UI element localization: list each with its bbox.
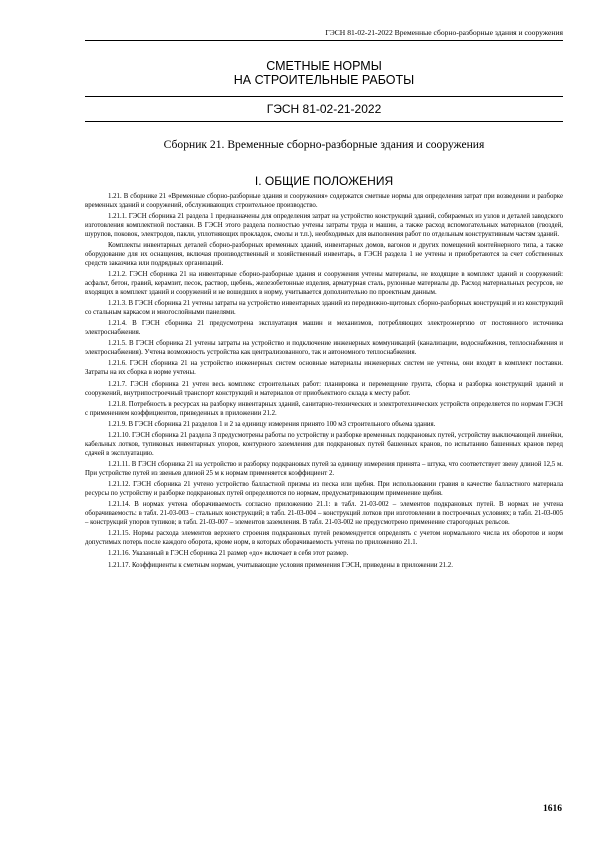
- paragraph: 1.21.8. Потребность в ресурсах на разборку инвентарных зданий, санитарно-технических и электротехнических устройств определяется по нормам ГЭСН с применением коэффициентов, приведенных в приложении 21.2.: [85, 400, 563, 417]
- paragraph: 1.21.9. В ГЭСН сборника 21 разделов 1 и 2 за единицу измерения принято 100 м3 строительного объема здания.: [108, 420, 436, 428]
- section-heading: I. ОБЩИЕ ПОЛОЖЕНИЯ: [254, 174, 394, 188]
- document-code: ГЭСН 81-02-21-2022: [266, 102, 382, 116]
- running-header: ГЭСН 81-02-21-2022 Временные сборно-разборные здания и сооружения: [325, 28, 563, 37]
- paragraph: 1.21. В сборнике 21 «Временные сборно-разборные здания и сооружения» содержатся сметные нормы для определения затрат при возведении и разборке временных зданий и сооружений, обслуживающих строительное производство.: [85, 193, 563, 209]
- paragraph: 1.21.11. В ГЭСН сборника 21 на устройство и разборку подкрановых путей за единицу измерения принята – штука, что соответствует звену длиной 12,5 м. При устройстве путей из звеньев длиной 25 м к нормам применяется коэффициент 2.: [85, 461, 563, 477]
- title-rule-bottom: [85, 121, 563, 122]
- paragraph: 1.21.5. В ГЭСН сборника 21 учтены затраты на устройство и подключение инженерных коммуникаций (канализации, водоснабжения, теплоснабжения и электроснабжения). Учтена возможность устройства как централизованного, так и автономного теплоснабжения.: [85, 340, 563, 357]
- page-number: 1616: [543, 804, 562, 814]
- paragraph: 1.21.14. В нормах учтена оборачиваемость согласно приложению 21.1: в табл. 21-03-002 – элементов подкрановых путей. В нормах не учтена оборачиваемость: в табл. 21-03-003 – стальных конструкций; в табл. 21-03-004 – конструкций лотков при изготовлении в построечных условиях; в табл. 21-03-005 – конструкций упоров тупиков; в табл. 21-03-007 – элементов заземления. В табл. 21-03-002 не предусмотрено применение старогодных рельсов.: [85, 501, 563, 527]
- paragraph: 1.21.3. В ГЭСН сборника 21 учтены затраты на устройство инвентарных зданий из передвижно-щитовых сборно-разборных конструкций и из конструкций со стальным каркасом и многослойными панелями.: [85, 300, 563, 317]
- paragraph: 1.21.15. Нормы расхода элементов верхнего строения подкрановых путей рекомендуется определять с учетом нормального числа их оборотов и норм допустимых потерь после каждого оборота, кроме норм, в которых оборачиваемость учтена по приложению 21.1.: [85, 530, 563, 547]
- header-rule: [85, 40, 563, 41]
- title-rule-top: [85, 96, 563, 97]
- title-line-2: НА СТРОИТЕЛЬНЫЕ РАБОТЫ: [233, 73, 415, 87]
- paragraph: 1.21.7. ГЭСН сборника 21 учтен весь комплекс строительных работ: планировка и перемещение грунта, сборка и разборка конструкций зданий и сооружений, внутрипостроечный транспорт конструкций и материалов от приобъектного склада к месту работ.: [85, 380, 563, 397]
- paragraph: 1.21.4. В ГЭСН сборника 21 предусмотрена эксплуатация машин и механизмов, потребляющих электроэнергию от постоянного источника электроснабжения.: [85, 320, 563, 337]
- paragraph: 1.21.6. ГЭСН сборника 21 на устройство инженерных систем основные материалы инженерных систем не учтены, они входят в комплект поставки. Затраты на их сборка в норме учтены.: [85, 360, 563, 377]
- paragraph: 1.21.17. Коэффициенты к сметным нормам, учитывающие условия применения ГЭСН, приведены в приложении 21.2.: [108, 561, 453, 569]
- body-text: [85, 193, 563, 573]
- paragraph: 1.21.2. ГЭСН сборника 21 на инвентарные сборно-разборные здания и сооружения учтены материалы, не входящие в комплект зданий и сооружений: асфальт, бетон, гравий, керамзит, песок, раствор, щебень, железобетонные изделия, арматурная сталь, рулонные материалы др. Расход материальных ресурсов, не входящих в комплект зданий и сооружений и не вошедших в норму, учитывается дополнительно по проектным данным.: [85, 271, 563, 296]
- paragraph: 1.21.10. ГЭСН сборника 21 раздела 3 предусмотрены работы по устройству и разборке временных подкрановых путей, устройству выключающей линейки, кабельных лотков, тупиковых инвентарных упоров, контурного заземления для подкрановых путей башенных кранов, по испытанию башенных кранов перед сдачей в эксплуатацию.: [85, 432, 563, 457]
- paragraph: 1.21.16. Указанный в ГЭСН сборника 21 размер «до» включает в себя этот размер.: [108, 550, 349, 558]
- paragraph: 1.21.1. ГЭСН сборника 21 раздела 1 предназначены для определения затрат на устройство конструкций зданий, собираемых из узлов и деталей заводского изготовления комплектной поставки. В ГЭСН этого раздела полностью учтены затраты труда и машин, а также расход вспомогательных материалов (гвоздей, шурупов, поковок, электродов, пакли, уплотняющих прокладок, смолы и т.п.), необходимых для выполнения работ по отдельным конструктивным частям зданий.: [85, 213, 563, 238]
- title-line-1: СМЕТНЫЕ НОРМЫ: [266, 59, 382, 73]
- collection-title: Сборник 21. Временные сборно-разборные здания и сооружения: [163, 138, 485, 151]
- paragraph: Комплекты инвентарных деталей сборно-разборных временных зданий, инвентарных домов, вагонов и других помещений контейнерного типа, а также оборудование для их оснащения, включая производственный и хозяйственный инвентарь, в ГЭСН раздела 1 не учтены и приобретаются за счет собственных средств заказчика или подрядных организаций.: [85, 242, 563, 267]
- paragraph: 1.21.12. ГЭСН сборника 21 учтено устройство балластной призмы из песка или щебня. При использовании гравия в качестве балластного материала ресурсы по устройству и разборке подкрановых путей определяются по нормам, предусматривающим применение щебня.: [85, 481, 563, 498]
